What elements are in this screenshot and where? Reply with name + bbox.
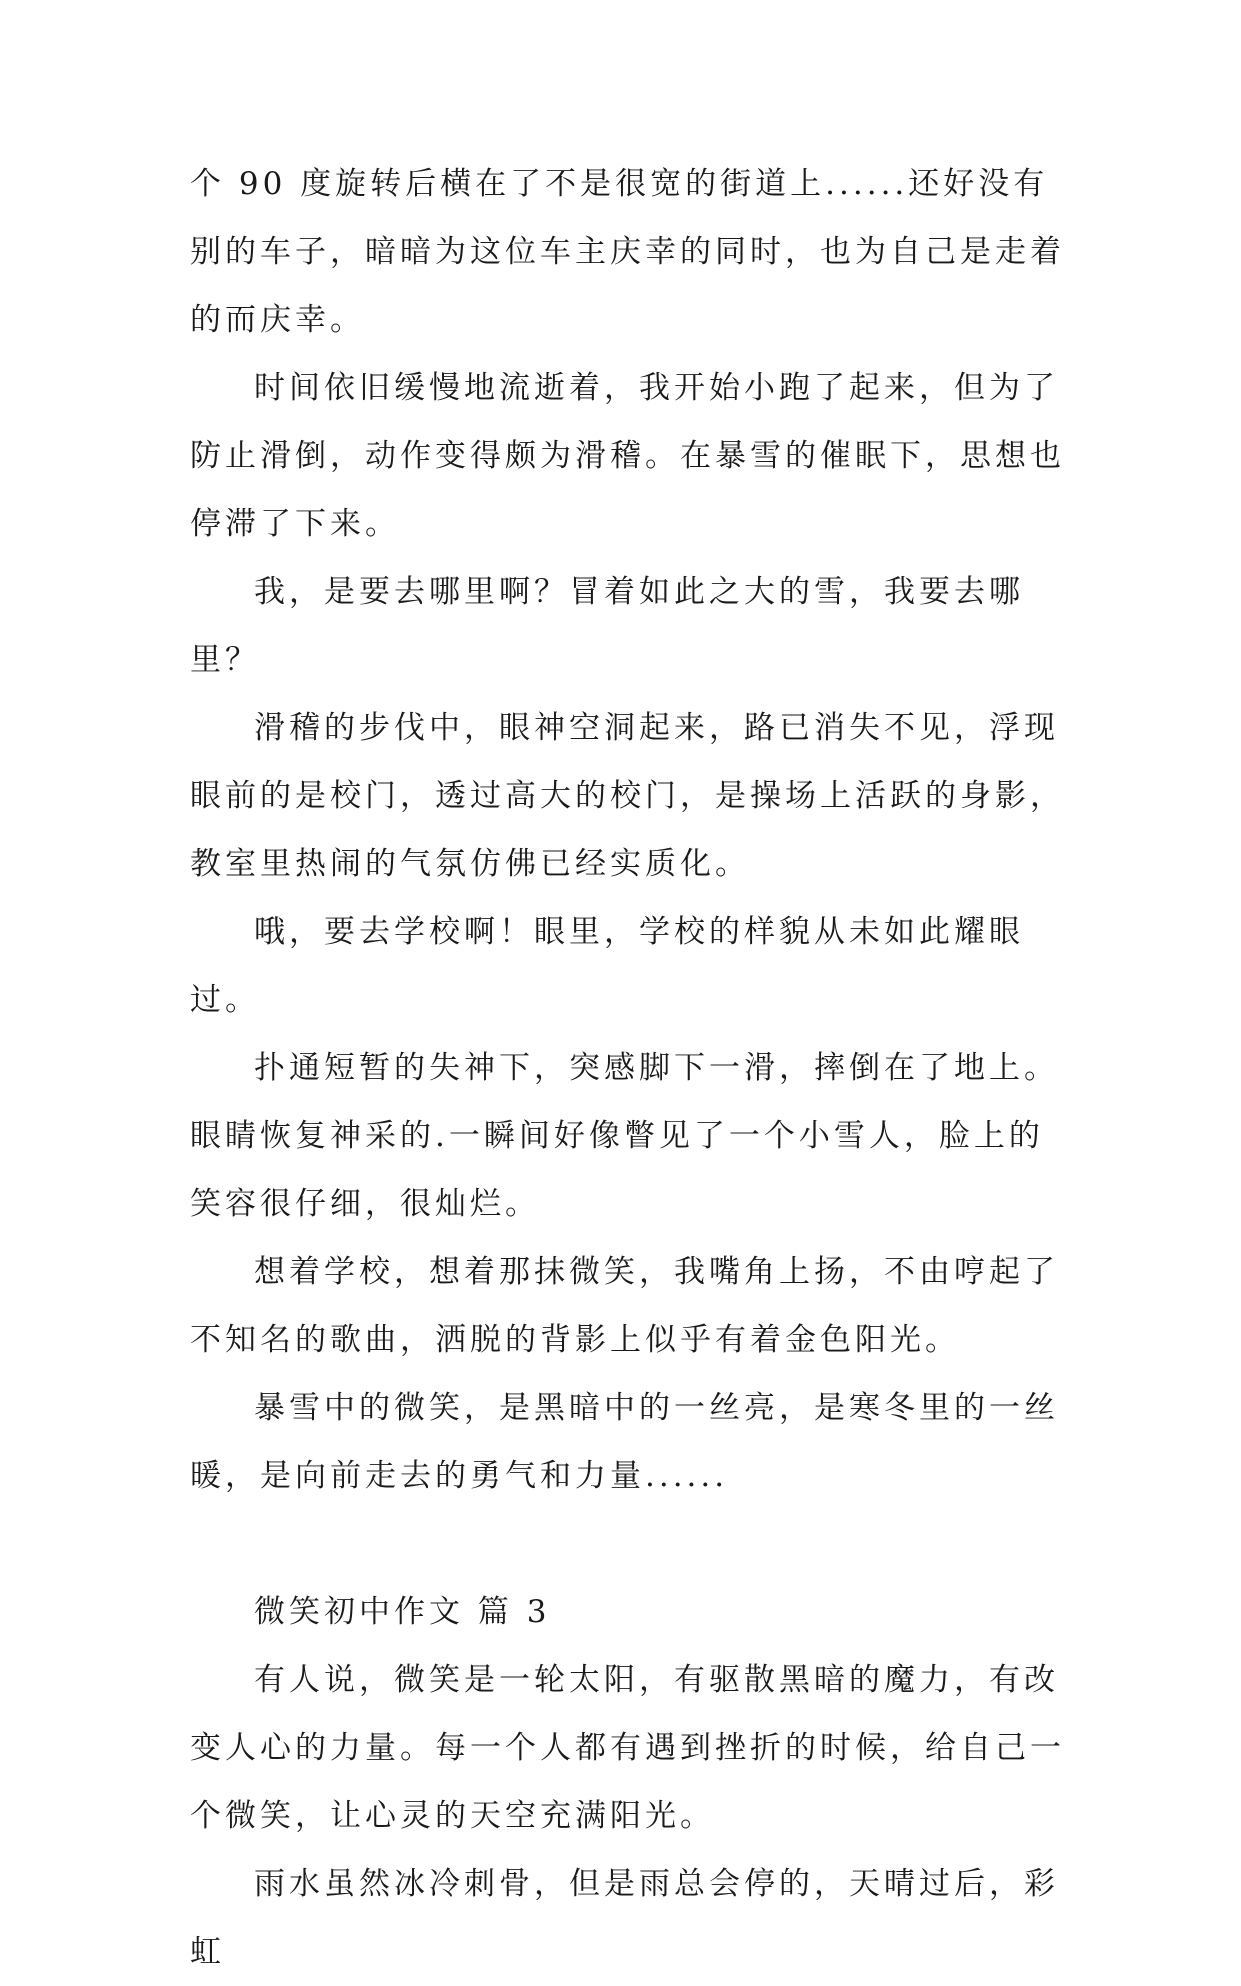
paragraph: 哦，要去学校啊！眼里，学校的样貌从未如此耀眼过。 (190, 914, 1024, 1018)
paragraph: 有人说，微笑是一轮太阳，有驱散黑暗的魔力，有改变人心的力量。每一个人都有遇到挫折的时候，给自己一个微笑，让心灵的天空充满阳光。 (190, 1662, 1065, 1834)
paragraph: 雨水虽然冰冷刺骨，但是雨总会停的，天晴过后，彩虹 (190, 1866, 1059, 1970)
paragraph: 扑通短暂的失神下，突感脚下一滑，摔倒在了地上。眼睛恢复神采的.一瞬间好像瞥见了一个小雪人，脸上的笑容很仔细，很灿烂。 (190, 1050, 1059, 1222)
paragraph: 时间依旧缓慢地流逝着，我开始小跑了起来，但为了防止滑倒，动作变得颇为滑稽。在暴雪的催眠下，思想也停滞了下来。 (190, 370, 1065, 542)
paragraph: 个 90 度旋转后横在了不是很宽的街道上......还好没有别的车子，暗暗为这位车主庆幸的同时，也为自己是走着的而庆幸。 (190, 166, 1065, 338)
paragraph: 想着学校，想着那抹微笑，我嘴角上扬，不由哼起了不知名的歌曲，洒脱的背影上似乎有着金色阳光。 (190, 1254, 1059, 1358)
section-heading: 微笑初中作文 篇 3 (254, 1594, 551, 1630)
document-body (190, 150, 1070, 1986)
paragraph: 滑稽的步伐中，眼神空洞起来，路已消失不见，浮现眼前的是校门，透过高大的校门，是操场上活跃的身影，教室里热闹的气氛仿佛已经实质化。 (190, 710, 1065, 882)
paragraph: 我，是要去哪里啊？冒着如此之大的雪，我要去哪里？ (190, 574, 1024, 678)
paragraph: 暴雪中的微笑，是黑暗中的一丝亮，是寒冬里的一丝暖，是向前走去的勇气和力量...... (190, 1390, 1059, 1494)
